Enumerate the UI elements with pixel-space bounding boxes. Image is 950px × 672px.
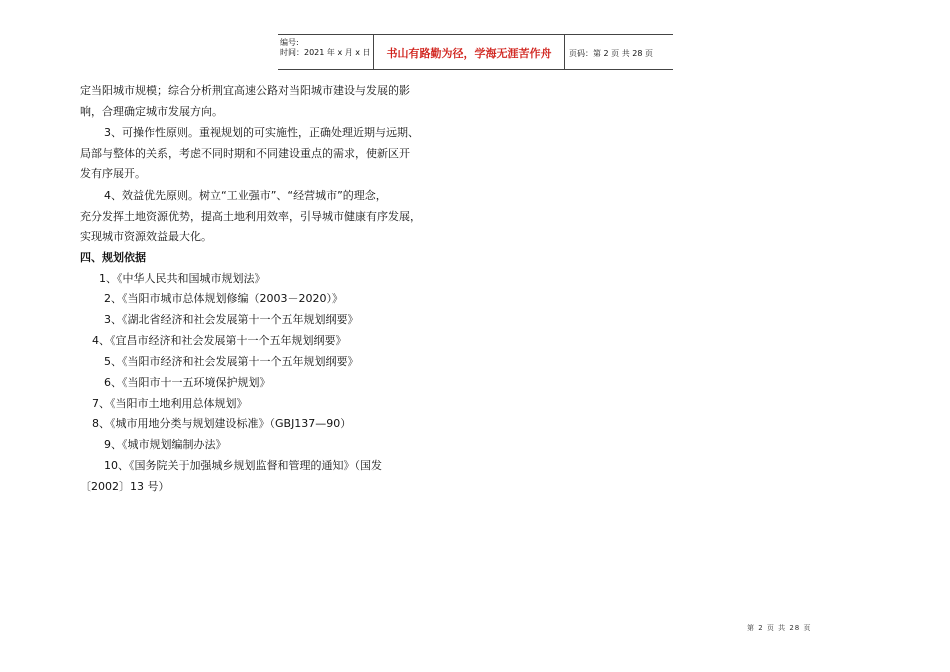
basis-list-item: 6、《当阳市十一五环境保护规划》 <box>104 376 271 389</box>
basis-list-item: 10、《国务院关于加强城乡规划监督和管理的通知》（国发 <box>104 459 382 472</box>
header-motto: 书山有路勤为径，学海无涯苦作舟 <box>386 47 552 60</box>
paragraph-line: 实现城市资源效益最大化。 <box>80 230 212 243</box>
paragraph-line: 3、可操作性原则。重视规划的可实施性，正确处理近期与远期、 <box>104 126 419 139</box>
page-header <box>278 34 673 70</box>
paragraph-line: 局部与整体的关系，考虑不同时期和不同建设重点的需求，使新区开 <box>80 147 410 160</box>
basis-list-item: 1、《中华人民共和国城市规划法》 <box>99 272 266 285</box>
section-title: 四、规划依据 <box>80 251 146 264</box>
header-number-label: 编号: <box>280 38 299 47</box>
basis-list-item: 4、《宜昌市经济和社会发展第十一个五年规划纲要》 <box>92 334 347 347</box>
header-divider <box>564 35 565 69</box>
header-time-label: 时间：2021 年 x 月 x 日 <box>280 48 371 57</box>
basis-list-item: 2、《当阳市城市总体规划修编（2003－2020）》 <box>104 292 343 305</box>
basis-list-item: 5、《当阳市经济和社会发展第十一个五年规划纲要》 <box>104 355 359 368</box>
paragraph-line: 充分发挥土地资源优势，提高土地利用效率，引导城市健康有序发展， <box>80 210 421 223</box>
basis-list-item: 〔2002〕13 号） <box>80 480 170 493</box>
paragraph-line: 4、效益优先原则。树立“工业强市”、“经营城市”的理念， <box>104 189 387 202</box>
basis-list-item: 3、《湖北省经济和社会发展第十一个五年规划纲要》 <box>104 313 359 326</box>
basis-list-item: 8、《城市用地分类与规划建设标准》（GBJ137—90） <box>92 417 352 430</box>
paragraph-line: 发有序展开。 <box>80 167 146 180</box>
header-page-label: 页码：第 2 页 共 28 页 <box>569 49 653 58</box>
paragraph-line: 定当阳城市规模；综合分析荆宜高速公路对当阳城市建设与发展的影 <box>80 84 410 97</box>
basis-list-item: 9、《城市规划编制办法》 <box>104 438 227 451</box>
page-footer: 第 2 页 共 28 页 <box>747 624 812 632</box>
basis-list-item: 7、《当阳市土地利用总体规划》 <box>92 397 248 410</box>
paragraph-line: 响，合理确定城市发展方向。 <box>80 105 223 118</box>
